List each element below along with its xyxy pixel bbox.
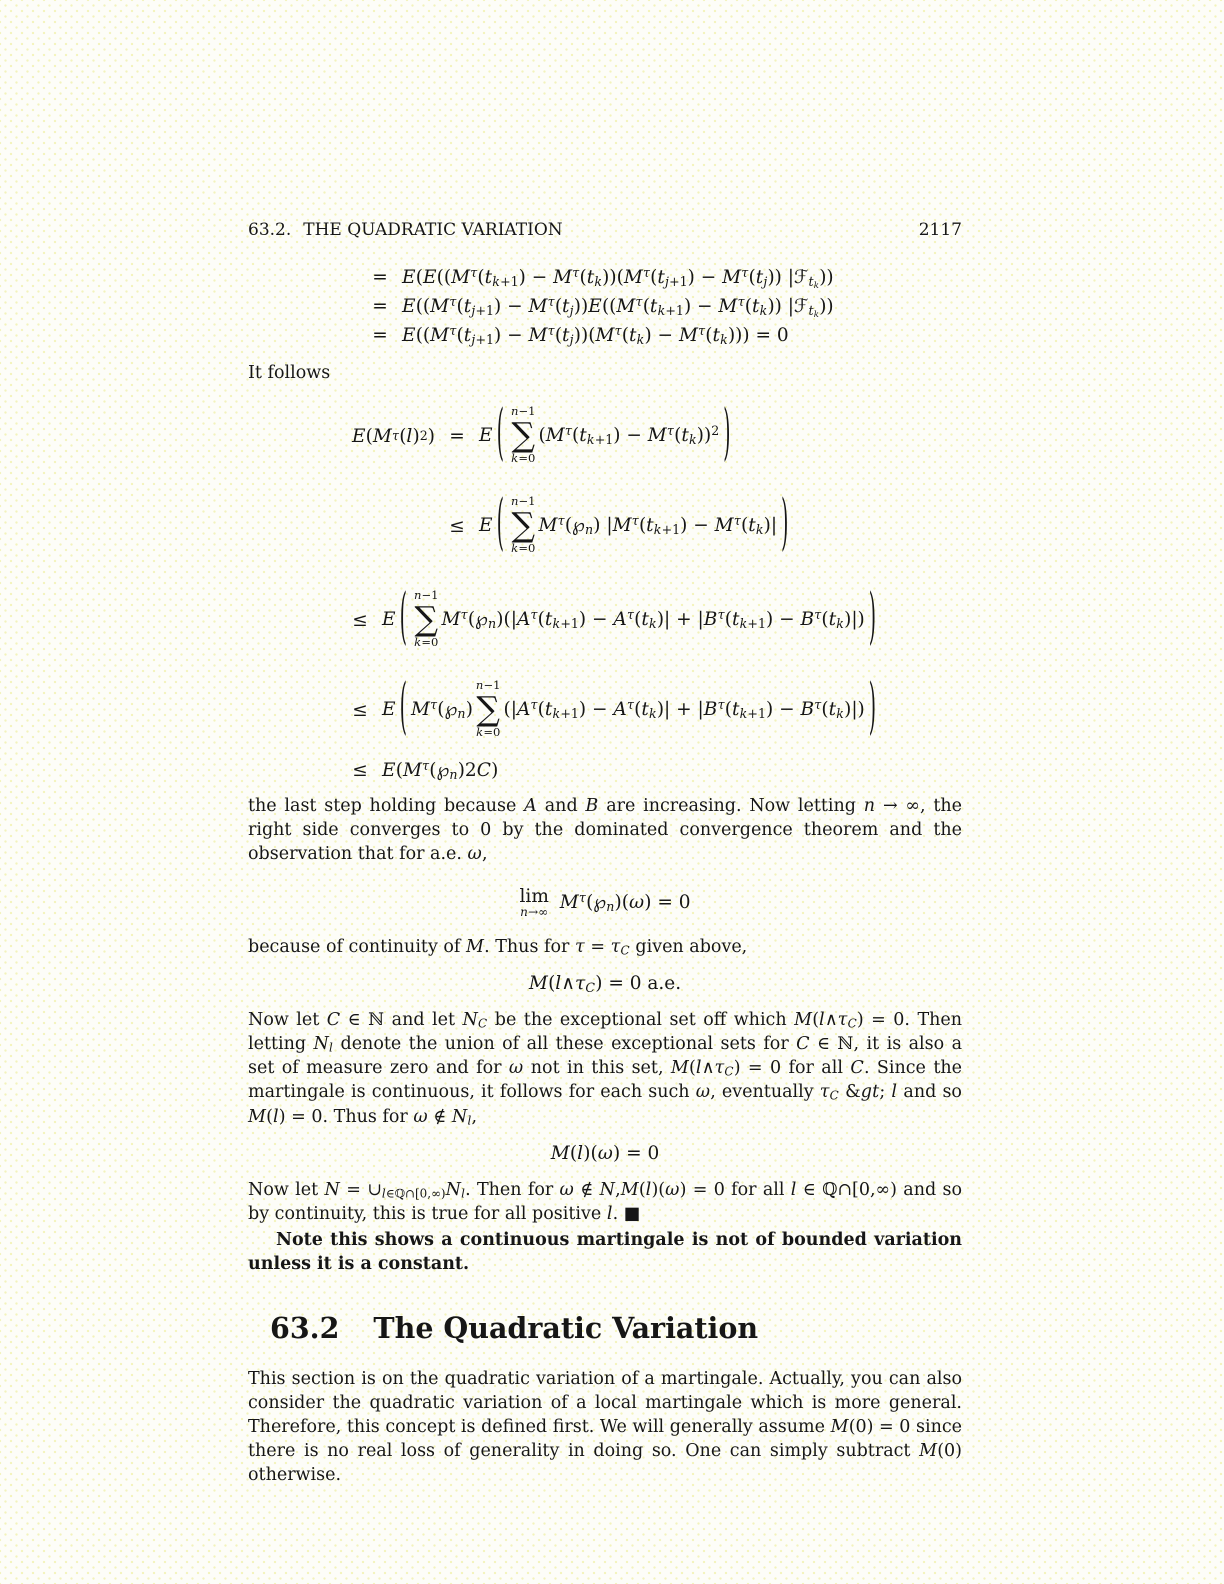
- equation-line: [358, 264, 962, 291]
- equation-line: [358, 322, 962, 349]
- equation-line: [338, 577, 962, 663]
- mlo-equation: M(l)(ω) = 0: [550, 1142, 660, 1164]
- paragraph-section-intro: This section is on the quadratic variation of a martingale. Actually, you can also consider the quadratic variation of a local martingale which is more general. Therefore, this concept is defined first. We will generally assume M(0) = 0 since there is no real loss of generality in doing so. One can simply subtract M(0) otherwise.: [248, 1368, 963, 1486]
- equation-body: E ( $M^\tau(℘_n)$ n−1 ∑ k=0 $(|A^\tau(t_{k+1}) - A^\tau(t_k)| + |B^\tau(t_{k+1}) - B^\tau(t_k)|)$ ): [382, 673, 876, 743]
- it-follows-text: It follows: [248, 363, 331, 383]
- mltc-equation: $M(l\wedge\tau_C) = 0$ a.e.: [528, 972, 682, 995]
- page-number: 2117: [918, 220, 962, 240]
- section-heading-title: The Quadratic Variation: [373, 1310, 759, 1345]
- section-heading: [270, 1311, 962, 1345]
- paragraph-continuity: because of continuity of M. Thus for $\tau = \tau_C$ given above,: [248, 936, 748, 958]
- section-heading-number: 63.2: [270, 1310, 340, 1345]
- equation-body: $E(E((M^\tau(t_{k+1}) - M^\tau(t_k))(M^\tau(t_{j+1}) - M^\tau(t_j))$ |ℱ$_{t_k}$)): [402, 264, 834, 291]
- section-running-title: [248, 220, 563, 240]
- equation-line: [248, 393, 962, 479]
- section-number-header: 63.2.: [248, 220, 292, 240]
- relation-symbol: ≤: [352, 760, 368, 781]
- equation-block-2: [248, 393, 962, 569]
- running-header: [248, 220, 962, 240]
- page-content: [248, 220, 962, 1488]
- relation-symbol: ≤: [449, 515, 465, 537]
- display-mlo-equation: [248, 1143, 962, 1164]
- equation-block-1: [358, 264, 962, 349]
- equation-body: E ( n−1 ∑ k=0 $M^\tau(℘_n)(|A^\tau(t_{k+1}) - A^\tau(t_k)| + |B^\tau(t_{k+1}) - B^\tau(t_k)|)$ ): [382, 583, 876, 653]
- note-paragraph: Note this shows a continuous martingale is not of bounded variation unless it is a constant.: [248, 1230, 962, 1275]
- equation-body: E ( n−1 ∑ k=0 $(M^\tau(t_{k+1}) - M^\tau(t_k))^2$ ): [479, 399, 731, 469]
- limit-equation: lim n→∞ $M^\tau(℘_n)(\omega) = 0$: [519, 885, 691, 920]
- relation-symbol: =: [372, 267, 388, 288]
- display-mltc-equation: [248, 973, 962, 994]
- section-title-header: THE QUADRATIC VARIATION: [303, 220, 563, 240]
- display-limit-equation: [248, 877, 962, 929]
- paragraph-last-step: the last step holding because A and B are increasing. Now letting n → ∞, the right side converges to 0 by the dominated convergence theorem and the observation that for a.e. ω,: [248, 796, 962, 865]
- paragraph-exceptional-sets: Now let C ∈ ℕ and let $N_C$ be the exceptional set off which $M(l\wedge\tau_C) = 0$. Then letting $N_l$ denote the union of all these exceptional sets for C ∈ ℕ, it is also a set of measure zero and for ω not in this set, $M(l\wedge\tau_C) = 0$ for all C. Since the martingale is continuous, it follows for each such ω, eventually $\tau_C$ &gt; l and so M(l) = 0. Thus for ω ∉ $N_l$,: [248, 1009, 963, 1128]
- equation-body: E ( n−1 ∑ k=0 $M^\tau(℘_n) |M^\tau(t_{k+1}) - M^\tau(t_k)|$ ): [479, 489, 789, 559]
- relation-symbol: ≤: [352, 699, 368, 721]
- equation-body: $E((M^\tau(t_{j+1}) - M^\tau(t_j))(M^\tau(t_k) - M^\tau(t_k))) = 0$: [402, 322, 789, 347]
- equation-line: [338, 667, 962, 753]
- paragraph-union-sets: Now let $N = \cup_{l\in ℚ\cap[0,\infty)}N_l$. Then for ω ∉ N,M(l)(ω) = 0 for all l ∈ ℚ∩[0,∞) and so by continuity, this is true for all positive l. ■: [248, 1179, 962, 1225]
- relation-symbol: ≤: [352, 609, 368, 631]
- equation-line: [338, 757, 962, 784]
- equation-block-3: [338, 577, 962, 784]
- equation-body: $E(M^\tau(℘_n)2C)$: [382, 757, 499, 782]
- equation-line: [248, 483, 962, 569]
- equation-lhs: E ( M τ ( l ) 2 ): [351, 425, 435, 447]
- relation-symbol: =: [372, 325, 388, 346]
- relation-symbol: =: [449, 425, 465, 447]
- relation-symbol: =: [372, 296, 388, 317]
- equation-body: $E((M^\tau(t_{j+1}) - M^\tau(t_j))E((M^\tau(t_{k+1}) - M^\tau(t_k))$ |ℱ$_{t_k}$)): [402, 293, 834, 320]
- equation-line: [358, 293, 962, 320]
